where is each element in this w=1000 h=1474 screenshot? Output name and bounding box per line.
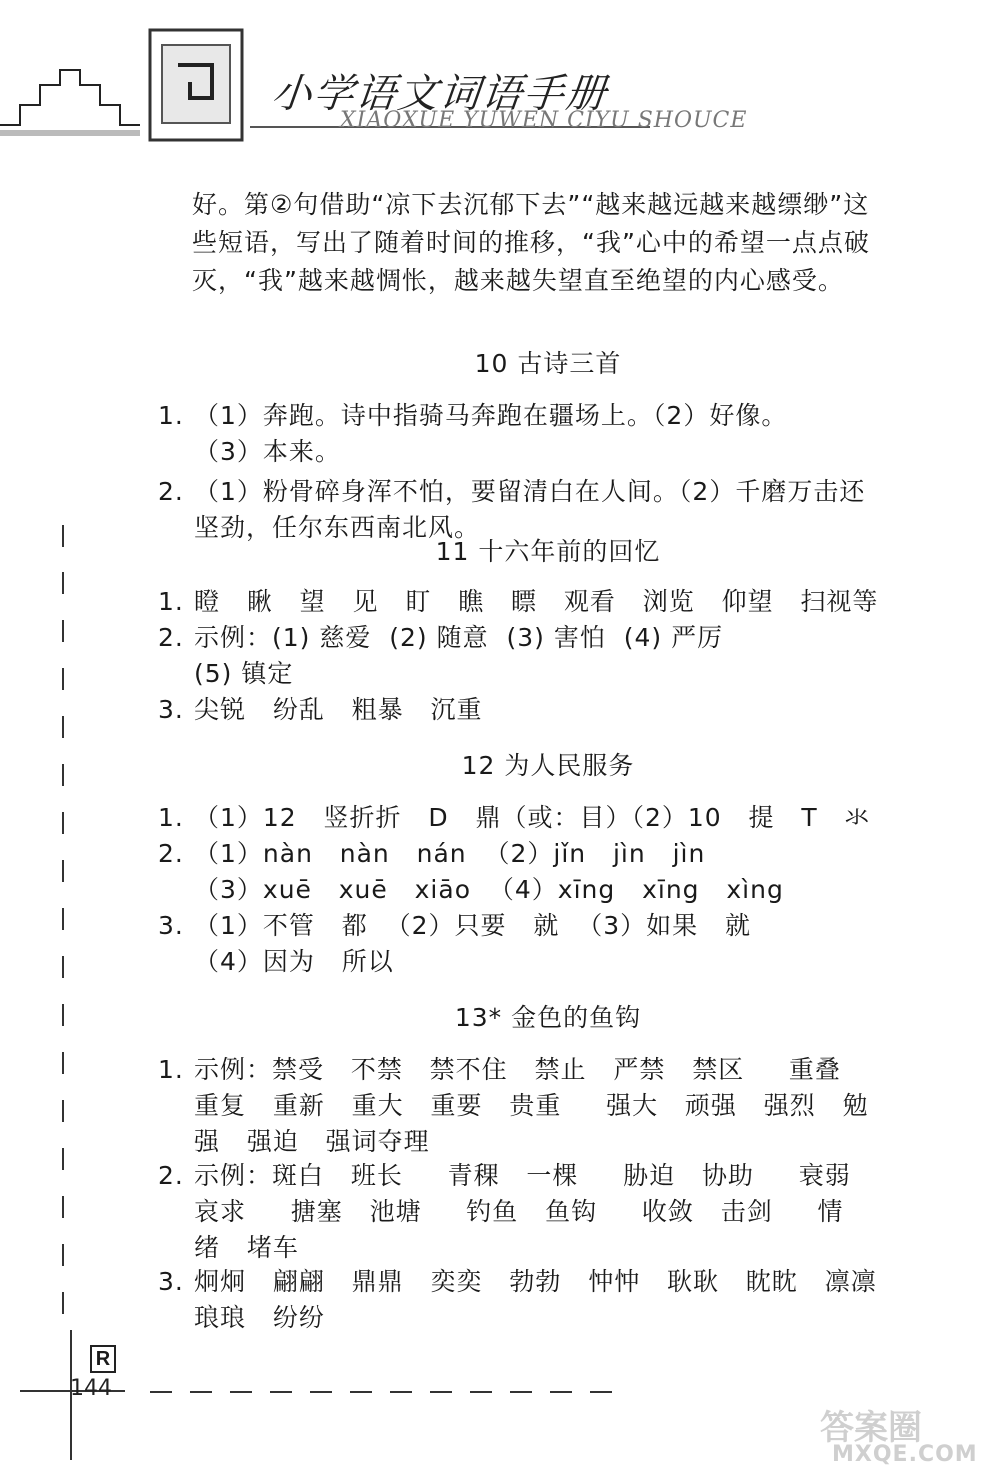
item-number: 1. (158, 401, 184, 430)
item-line: 哀求 搪塞 池塘 钓鱼 鱼钩 收敛 击剑 情 (194, 1197, 844, 1226)
margin-dash (62, 1292, 64, 1314)
intro-paragraph (192, 186, 900, 300)
item-line: 绪 堵车 (194, 1233, 299, 1262)
item-line: （3）本来。 (194, 437, 341, 466)
item-line: （4）因为 所以 (194, 947, 394, 976)
item-number: 1. (158, 803, 184, 832)
section-title: 11 十六年前的回忆 (435, 537, 661, 566)
section-title: 12 为人民服务 (461, 751, 635, 780)
item-line: 强 强迫 强词夺理 (194, 1127, 430, 1156)
margin-dash (62, 908, 64, 930)
item-line: 示例：禁受 不禁 禁不住 禁止 严禁 禁区 重叠 (194, 1055, 841, 1084)
item-line: 炯炯 翩翩 鼎鼎 奕奕 勃勃 忡忡 耿耿 眈眈 凛凛 (194, 1267, 877, 1296)
r-badge: R (90, 1345, 116, 1373)
item-line: （1）12 竖折折 D 鼎（或：目）（2）10 提 T 氺 (194, 803, 871, 832)
margin-dash (62, 1196, 64, 1218)
footer-dashes (150, 1390, 620, 1394)
item-line: 琅琅 纷纷 (194, 1303, 325, 1332)
item-line: (5) 镇定 (194, 659, 294, 688)
item-number: 3. (158, 695, 184, 724)
item-line: （3）xuē xuē xiāo （4）xīng xīng xìng (194, 875, 784, 904)
item-line: 坚劲，任尔东西南北风。 (194, 513, 481, 542)
book-title-pinyin: XIAOXUE YUWEN CIYU SHOUCE (340, 108, 748, 133)
item-number: 1. (158, 587, 184, 616)
item-line: （1）不管 都 （2）只要 就 （3）如果 就 (194, 911, 752, 940)
margin-dash (62, 956, 64, 978)
item-number: 1. (158, 1055, 184, 1084)
watermark-logo: 答案圈 (820, 1408, 922, 1448)
item-number: 2. (158, 477, 184, 506)
page-header (0, 0, 1000, 170)
watermark-url: MXQE.COM (832, 1442, 978, 1467)
item-line: 瞪 瞅 望 见 盯 瞧 瞟 观看 浏览 仰望 扫视等 (194, 587, 879, 616)
item-number: 2. (158, 623, 184, 652)
section-title: 13* 金色的鱼钩 (454, 1003, 642, 1032)
margin-dash (62, 620, 64, 642)
item-number: 3. (158, 1267, 184, 1296)
page-number: 144 (70, 1376, 112, 1401)
margin-dash (62, 812, 64, 834)
item-line: （1）奔跑。诗中指骑马奔跑在疆场上。（2）好像。 (194, 401, 788, 430)
item-line: 尖锐 纷乱 粗暴 沉重 (194, 695, 483, 724)
margin-dash (62, 860, 64, 882)
section-title: 10 古诗三首 (474, 349, 622, 378)
item-number: 3. (158, 911, 184, 940)
item-number: 2. (158, 1161, 184, 1190)
margin-dash (62, 1100, 64, 1122)
item-line: 示例：斑白 班长 青稞 一棵 胁迫 协助 衰弱 (194, 1161, 851, 1190)
margin-dash (62, 668, 64, 690)
stepped-pyramid-icon (0, 0, 260, 160)
margin-dash (62, 525, 64, 547)
margin-dash (62, 716, 64, 738)
item-number: 2. (158, 839, 184, 868)
item-line: （1）粉骨碎身浑不怕，要留清白在人间。（2）千磨万击还 (194, 477, 866, 506)
item-line: 示例：(1) 慈爱 (2) 随意 (3) 害怕 (4) 严厉 (194, 623, 724, 652)
margin-dash (62, 1244, 64, 1266)
margin-dash (62, 1148, 64, 1170)
margin-dash (62, 1004, 64, 1026)
item-line: （1）nàn nàn nán （2）jǐn jìn jìn (194, 839, 706, 868)
margin-dash (62, 572, 64, 594)
item-line: 重复 重新 重大 重要 贵重 强大 顽强 强烈 勉 (194, 1091, 869, 1120)
intro-line: 灭，“我”越来越惆怅，越来越失望直至绝望的内心感受。 (192, 266, 844, 295)
intro-line: 些短语，写出了随着时间的推移，“我”心中的希望一点点破 (192, 228, 870, 257)
margin-dash (62, 1052, 64, 1074)
book-title: 小学语文词语手册 (269, 71, 611, 117)
margin-dash (62, 764, 64, 786)
intro-line: 好。第②句借助“凉下去沉郁下去”“越来越远越来越缥缈”这 (192, 190, 870, 219)
